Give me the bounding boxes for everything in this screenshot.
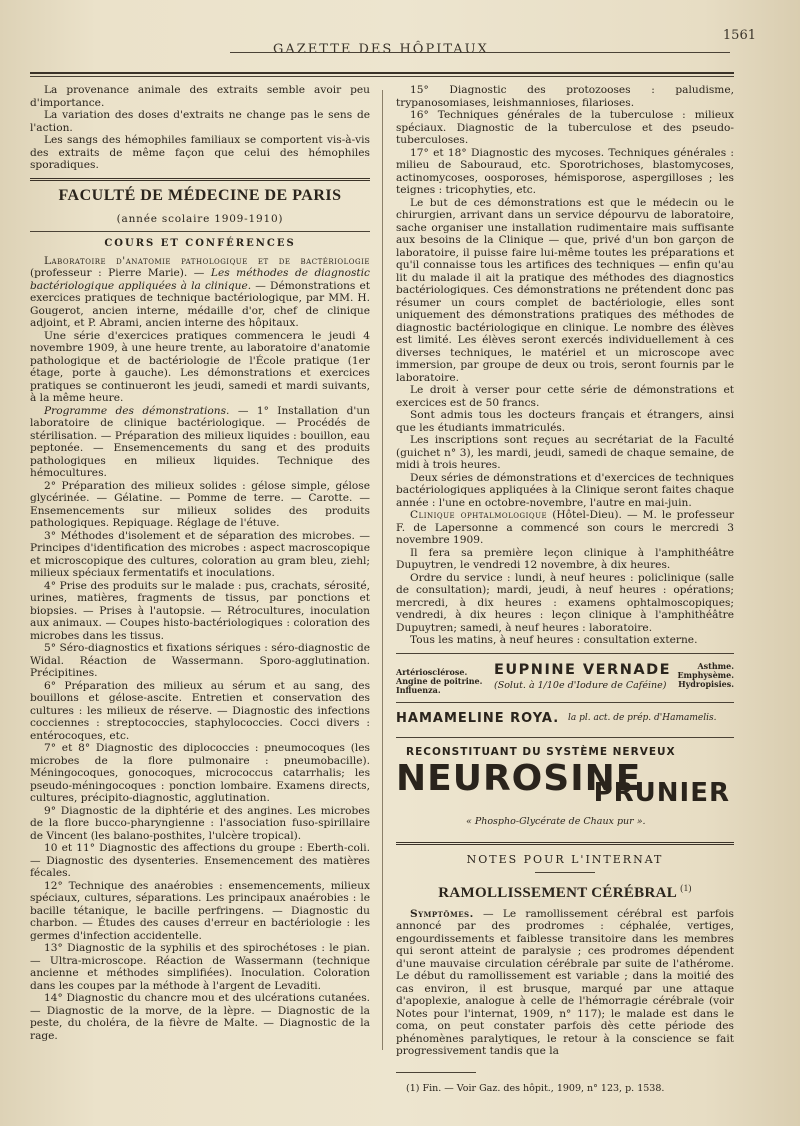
section-title: COURS ET CONFÉRENCES [104, 237, 296, 249]
program-item-1-text: — 1° Installation d'un laboratoire de clinique bactériologique. — Procédés de stérilisation. — Préparation des milieux liquides : bouillon, eau peptonée. — Ensemencements du sang et des produits pathologiques en milieux liquides. Technique des hémocultures. [30, 404, 370, 479]
eupnine-tagline: (Solut. à 1/10e d'Iodure de Caféine) [494, 679, 667, 691]
ad-rule-top [396, 653, 734, 654]
intro-paragraph-1: La provenance animale des extraits semble avoir peu d'importance. [30, 84, 370, 109]
hamameline-brand: HAMAMELINE ROYA. [396, 710, 560, 726]
symptoms-text: — Le ramollissement cérébral est parfois annoncé par des prodromes : céphalée, vertiges, engourdissements et faiblesse transitoire dans les membres qui seront atteint de paralysie ; ces prodromes dépendent d'une mauvaise circulation cérébrale par suite de l'athérome. Le début du ramollissement est variable ; dans la moitié des cas environ, il est brusque, marqué par une attaque d'apoplexie, analogue à celle de l'hémorragie cérébrale (voir Notes pour l'internat, 1909, n° 117); le malade est dans le coma, on peut constater parfois dès cette période des phénomènes paralytiques, le retour à la conscience se fait progressivement tandis que la [396, 907, 734, 1057]
ad-rule-bottom [396, 842, 734, 845]
faculty-subtitle: (année scolaire 1909-1910) [116, 212, 284, 225]
header-rule-left [30, 72, 734, 74]
left-column [30, 84, 370, 1104]
eupnine-advertisement [396, 662, 734, 696]
clinic-paragraph-3: Tous les matins, à neuf heures : consultation externe. [410, 634, 698, 646]
intro-paragraph-2: La variation des doses d'extraits ne change pas le sens de l'action. [30, 109, 370, 134]
series-paragraph: Une série d'exercices pratiques commencera le jeudi 4 novembre 1909, à une heure trente, au laboratoire d'anatomie pathologique et de bactériologie de l'École pratique (1er étage, porte à gauche). Les démonstrations et exercices pratiques se continueront les jeudi, samedi et mardi suivants, à la même heure. [30, 329, 370, 404]
clinic-paragraph-2: Ordre du service : lundi, à neuf heures : policlinique (salle de consultation); mardi, jeudi, à neuf heures : opérations; mercredi, à dix heures : examens ophtalmoscopiques; vendredi, à dix heures : leçon clinique à l'amphithéâtre Dupuytren; samedi, à neuf heures : laboratoire. [396, 571, 734, 634]
lab-course: Les méthodes de diagnostic bactériologique appliquées à la clinique. [30, 267, 370, 292]
program-item-1 [30, 405, 370, 480]
lab-text-2: — Démonstrations et exercices pratiques de technique bactériologique, par MM. H. Gougerot, ancien interne, médaille d'or, chef de clinique adjoint, et P. Abrami, ancien interne des hôpitaux. [30, 279, 370, 329]
header-rule-top [230, 52, 730, 53]
program-item-11: 13° Diagnostic de la syphilis et des spirochétoses : le pian. — Ultra-microscope. Réaction de Wassermann (technique ancienne et méthodes simplifiées). Inoculation. Coloration dans les coupes par la méthode à l'argent de Levaditi. [30, 942, 370, 992]
footnote: (1) Fin. — Voir Gaz. des hôpit., 1909, n° 123, p. 1538. [406, 1082, 665, 1094]
clinic-paragraph [396, 509, 734, 547]
clinic-heading: Clinique ophtalmologique [410, 509, 548, 521]
clinic-paragraph-1: Il fera sa première leçon clinique à l'amphithéâtre Dupuytren, le vendredi 12 novembre, à dix heures. [396, 546, 734, 571]
header-rule-left-thin [30, 76, 734, 77]
notes-title: NOTES POUR L'INTERNAT [466, 852, 664, 866]
right-paragraph-3: 17° et 18° Diagnostic des mycoses. Techniques générales : milieu de Sabouraud, etc. Sporotrichoses, blastomycoses, actinomycoses, oosporoses, hémisporose, aspergilloses ; les teignes : tricophyties, etc. [396, 146, 734, 196]
symptoms-heading: Symptômes. [410, 907, 474, 920]
eupnine-left-2: Angine de poitrine. [396, 675, 483, 686]
eupnine-right-list [677, 662, 734, 689]
right-paragraph-5: Le droit à verser pour cette série de démonstrations et exercices est de 50 francs. [396, 384, 734, 409]
page-header [28, 28, 772, 88]
intro-paragraph-3: Les sangs des hémophiles familiaux se comportent vis-à-vis des extraits de même façon que celui des hémophiles sporadiques. [30, 134, 370, 171]
eupnine-left-list [396, 668, 488, 695]
hamameline-advertisement [396, 709, 734, 731]
eupnine-right-2: Emphysème. [677, 669, 734, 680]
ramollissement-title-text: RAMOLLISSEMENT CÉRÉBRAL [438, 884, 677, 901]
program-item-4: 4° Prise des produits sur le malade : pus, crachats, sérosité, urines, matières, fragments de tissus, par ponctions et biopsies. — Prises à l'autopsie. — Rétrocultures, inoculation aux animaux. — Coupes histo-bactériologiques : coloration des microbes dans les tissus. [30, 579, 370, 642]
eupnine-brand: EUPNINE VERNADE [494, 661, 672, 678]
neurosine-advertisement [396, 744, 734, 836]
program-item-12: 14° Diagnostic du chancre mou et des ulcérations cutanées. — Diagnostic de la morve, de la lèpre. — Diagnostic de la peste, du choléra, de la fièvre de Malte. — Diagnostic de la rage. [30, 992, 370, 1042]
symptoms-paragraph [396, 908, 734, 1058]
right-paragraph-7: Les inscriptions sont reçues au secrétariat de la Faculté (guichet n° 3), les mardi, jeudi, samedi de chaque semaine, de midi à trois heures. [396, 434, 734, 471]
prunier-brand: PRUNIER [593, 777, 730, 808]
journal-title: GAZETTE DES HÔPITAUX [273, 42, 489, 57]
faculty-title: FACULTÉ DE MÉDECINE DE PARIS [58, 186, 342, 204]
neurosine-subtitle: RECONSTITUANT DU SYSTÈME NERVEUX [406, 745, 676, 758]
clinic-text: (Hôtel-Dieu). — M. le professeur F. de Lapersonne a commencé son cours le mercredi 3 novembre 1909. [396, 509, 735, 546]
program-item-3: 3° Méthodes d'isolement et de séparation des microbes. — Principes d'identification des microbes : aspect macroscopique et microscopique des cultures, coloration au gram bleu, ziehl; milieux spéciaux fermentatifs et inoculations. [30, 529, 370, 579]
program-item-6: 6° Préparation des milieux au sérum et au sang, des bouillons et gélose-ascite. Entretien et conservation des cultures : les milieux de réserve. — Diagnostic des infections cocciennes : streptococcies, staphylococcies. Cocci divers : entérocoques, etc. [30, 679, 370, 742]
right-paragraph-4: Le but de ces démonstrations est que le médecin ou le chirurgien, arrivant dans un service dépourvu de laboratoire, sache organiser une installation rudimentaire mais suffisante aux besoins de la Clinique — que, privé d'un bon garçon de laboratoire, il puisse faire lui-même toutes les préparations et qu'il connaisse tous les artifices des techniques — enfin qu'au lit du malade il ait la pratique des méthodes des diagnostics bactériologiques. Ces démonstrations ne prétendent donc pas résumer un cours complet de bactériologie, elles sont uniquement des démonstrations pratiques des méthodes de diagnostic bactériologique en clinique. Le nombre des élèves est limité. Les élèves seront exercés individuellement à ces diverses techniques, le matériel et un microscope avec immersion, par groupe de deux ou trois, seront fournis par le laboratoire. [396, 196, 734, 384]
eupnine-right-3: Hydropisies. [678, 678, 734, 689]
ramollissement-title [396, 883, 734, 902]
program-item-5: 5° Séro-diagnostics et fixations sériques : séro-diagnostic de Widal. Réaction de Wassermann. Sporo-agglutination. Précipitines. [30, 642, 370, 679]
right-paragraph-2: 16° Techniques générales de la tuberculose : milieux spéciaux. Diagnostic de la tuberculose et des pseudo-tuberculoses. [396, 109, 734, 146]
neurosine-tagline: « Phospho-Glycérate de Chaux pur ». [466, 815, 646, 827]
faculty-rule [30, 231, 370, 232]
program-item-2: 2° Préparation des milieux solides : gélose simple, gélose glycérinée. — Gélatine. — Pomme de terre. — Carotte. — Ensemencements sur milieux solides des produits pathologiques. Repiquage. Réglage de l'étuve. [30, 479, 370, 529]
column-separator [382, 90, 383, 1050]
right-paragraph-6: Sont admis tous les docteurs français et étrangers, ainsi que les étudiants immatriculés. [396, 409, 734, 434]
footnote-rule [396, 1072, 476, 1073]
page-number: 1561 [722, 28, 756, 43]
neurosine-brand: NEUROSINE [396, 757, 642, 799]
hamameline-tagline: la pl. act. de prép. d'Hamamelis. [568, 712, 717, 723]
section-separator [30, 178, 370, 181]
ad-rule-3 [396, 737, 734, 738]
program-item-7: 7° et 8° Diagnostic des diplococcies : pneumocoques (les microbes de la flore pulmonaire : pneumobacille). Méningocoques, gonocoques, micrococcus catarrhalis; les pseudo-méningocoques : ponction lombaire. Examens directs, cultures, précipito-diagnostic, agglutination. [30, 742, 370, 804]
lab-paragraph [30, 255, 370, 330]
program-item-9: 10 et 11° Diagnostic des affections du groupe : Eberth-coli. — Diagnostic des dysenteries. Ensemencement des matières fécales. [30, 842, 370, 879]
right-paragraph-1: 15° Diagnostic des protozooses : paludisme, trypanosomiases, leishmannioses, filarioses. [396, 84, 734, 109]
program-item-10: 12° Technique des anaérobies : ensemencements, milieux spéciaux, cultures, séparations. Les principaux anaérobies : le bacille tétanique, le bacille perfringens. — Diagnostic du charbon. — Études des causes d'erreur en bactériologie : les germes d'infection accidentelle. [30, 879, 370, 942]
right-paragraph-8: Deux séries de démonstrations et d'exercices de techniques bactériologiques appliquées à la Clinique seront faites chaque année : l'une en octobre-novembre, l'autre en mai-juin. [396, 471, 734, 509]
eupnine-right-1: Asthme. [697, 660, 734, 671]
program-item-8: 9° Diagnostic de la diphtérie et des angines. Les microbes de la flore bucco-pharyngienne : l'association fuso-spirillaire de Vincent (les balano-posthites, l'ulcère tropical). [30, 804, 370, 842]
eupnine-left-1: Artériosclérose. [396, 666, 468, 677]
footnote-mark: (1) [680, 882, 692, 893]
program-heading: Programme des démonstrations. [44, 404, 230, 417]
lab-heading: Laboratoire d'anatomie pathologique et de bactériologie [44, 254, 370, 267]
lab-text-1: (professeur : Pierre Marie). — [30, 267, 211, 279]
notes-rule [535, 872, 595, 873]
right-column [396, 84, 735, 1094]
eupnine-left-3: Influenza. [396, 684, 441, 695]
ad-rule-2 [396, 702, 734, 703]
